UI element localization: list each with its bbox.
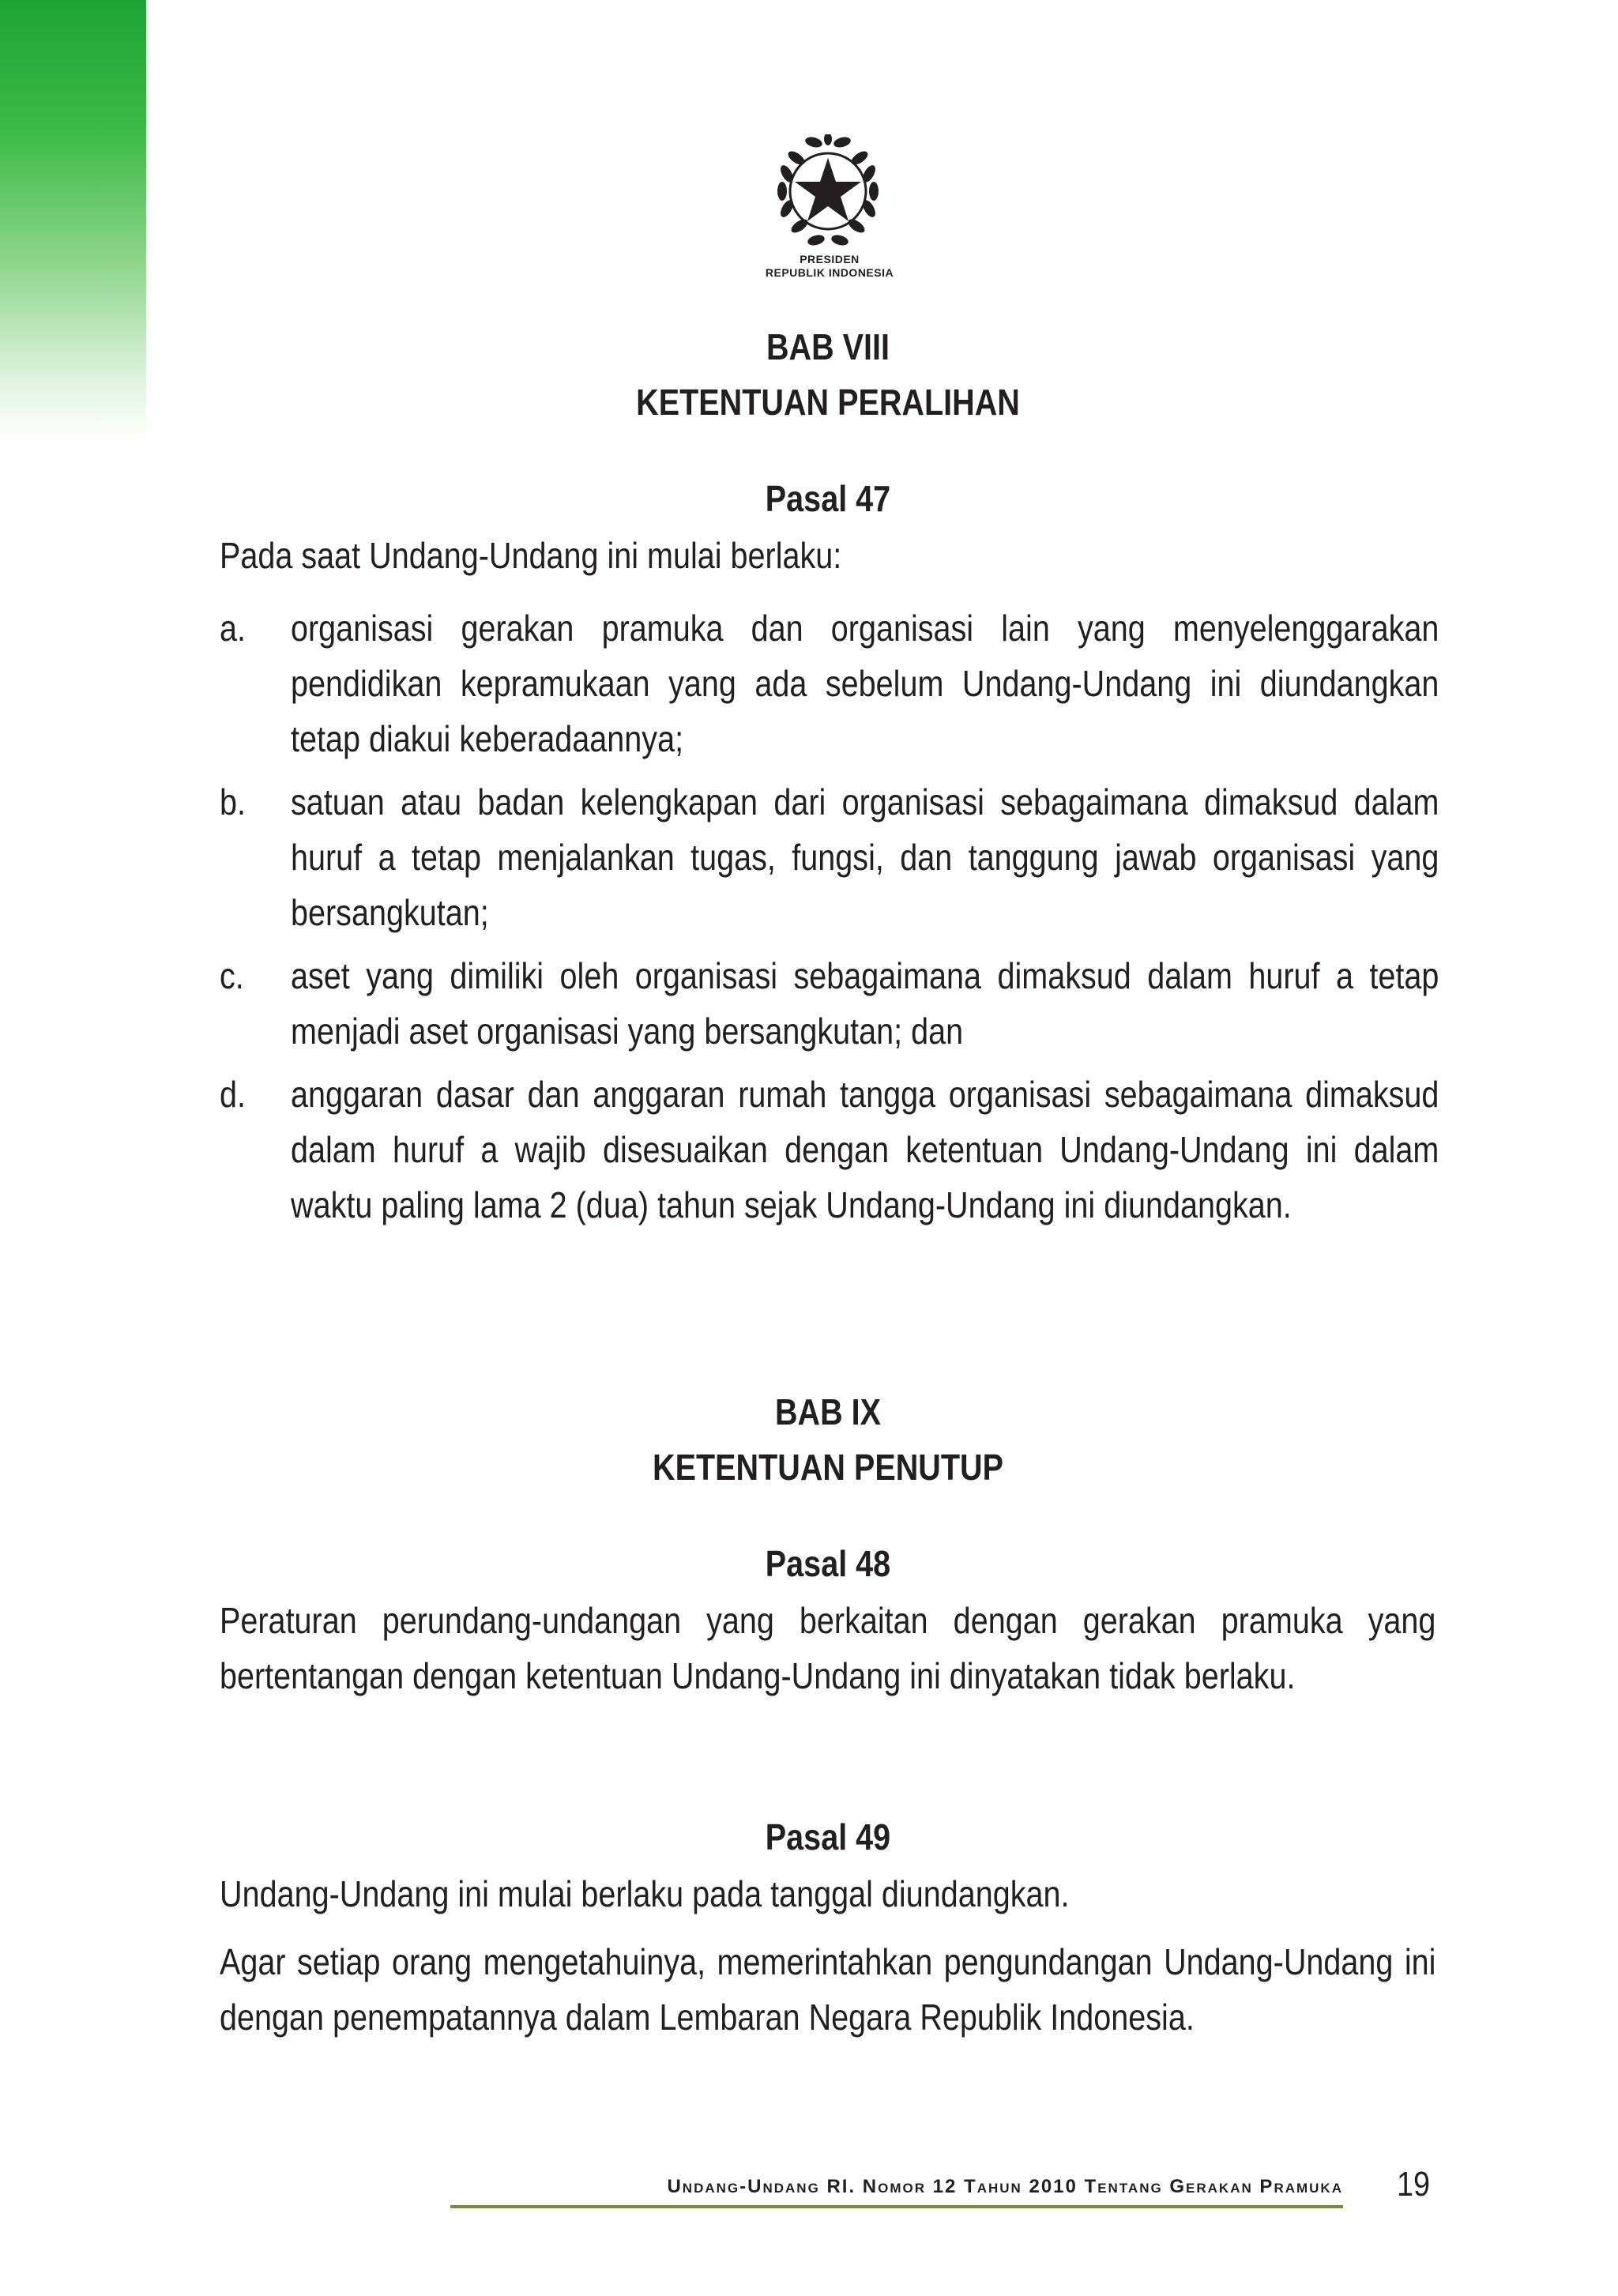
garuda-star-emblem-icon — [773, 134, 883, 249]
list-text: aset yang dimiliki oleh organisasi sebagaimana dimaksud dalam huruf a tetap menjadi aset organisasi yang bersangkutan; dan — [291, 955, 1439, 1052]
article-48-heading: Pasal 48 — [765, 1543, 891, 1584]
green-accent-bar — [0, 0, 146, 442]
chapter-8-subtitle: KETENTUAN PERALIHAN — [636, 382, 1020, 423]
emblem-caption — [711, 253, 948, 280]
chapter-9-subtitle: KETENTUAN PENUTUP — [653, 1447, 1003, 1488]
list-marker: c. — [220, 955, 244, 996]
chapter-8-title: BAB VIII — [766, 326, 890, 367]
list-text: organisasi gerakan pramuka dan organisasi lain yang menyelenggarakan pendidikan kepramukaan yang ada sebelum Undang-Undang ini diundangkan tetap diakui keberadaannya; — [291, 608, 1439, 759]
list-text: anggaran dasar dan anggaran rumah tangga organisasi sebagaimana dimaksud dalam huruf a wajib disesuaikan dengan ketentuan Undang-Undang ini dalam waktu paling lama 2 (dua) tahun sejak Undang-Undang ini diundangkan. — [291, 1074, 1439, 1225]
page-number: 19 — [1397, 2165, 1431, 2204]
article-49-text: Undang-Undang ini mulai berlaku pada tanggal diundangkan. — [220, 1873, 1070, 1914]
chapter-9-title: BAB IX — [774, 1391, 882, 1432]
closing-text: Agar setiap orang mengetahuinya, memerintahkan pengundangan Undang-Undang ini dengan penempatannya dalam Lembaran Negara Republik Indonesia. — [220, 1941, 1436, 2038]
emblem-caption-line2: REPUBLIK INDONESIA — [765, 266, 894, 279]
footer-title: Undang-Undang RI. Nomor 12 Tahun 2010 Tentang Gerakan Pramuka — [667, 2176, 1343, 2197]
footer-rule — [450, 2205, 1343, 2208]
article-47-heading: Pasal 47 — [765, 478, 891, 519]
list-marker: d. — [220, 1074, 246, 1115]
list-marker: b. — [220, 781, 246, 822]
list-marker: a. — [220, 608, 246, 649]
emblem-caption-line1: PRESIDEN — [800, 253, 860, 265]
article-47-intro: Pada saat Undang-Undang ini mulai berlaku: — [220, 535, 842, 576]
list-text: satuan atau badan kelengkapan dari organisasi sebagaimana dimaksud dalam huruf a tetap menjalankan tugas, fungsi, dan tanggung jawab organisasi yang bersangkutan; — [291, 781, 1439, 933]
article-49-heading: Pasal 49 — [765, 1816, 891, 1858]
article-48-text: Peraturan perundang-undangan yang berkaitan dengan gerakan pramuka yang bertentangan dengan ketentuan Undang-Undang ini dinyatakan tidak berlaku. — [220, 1600, 1436, 1696]
